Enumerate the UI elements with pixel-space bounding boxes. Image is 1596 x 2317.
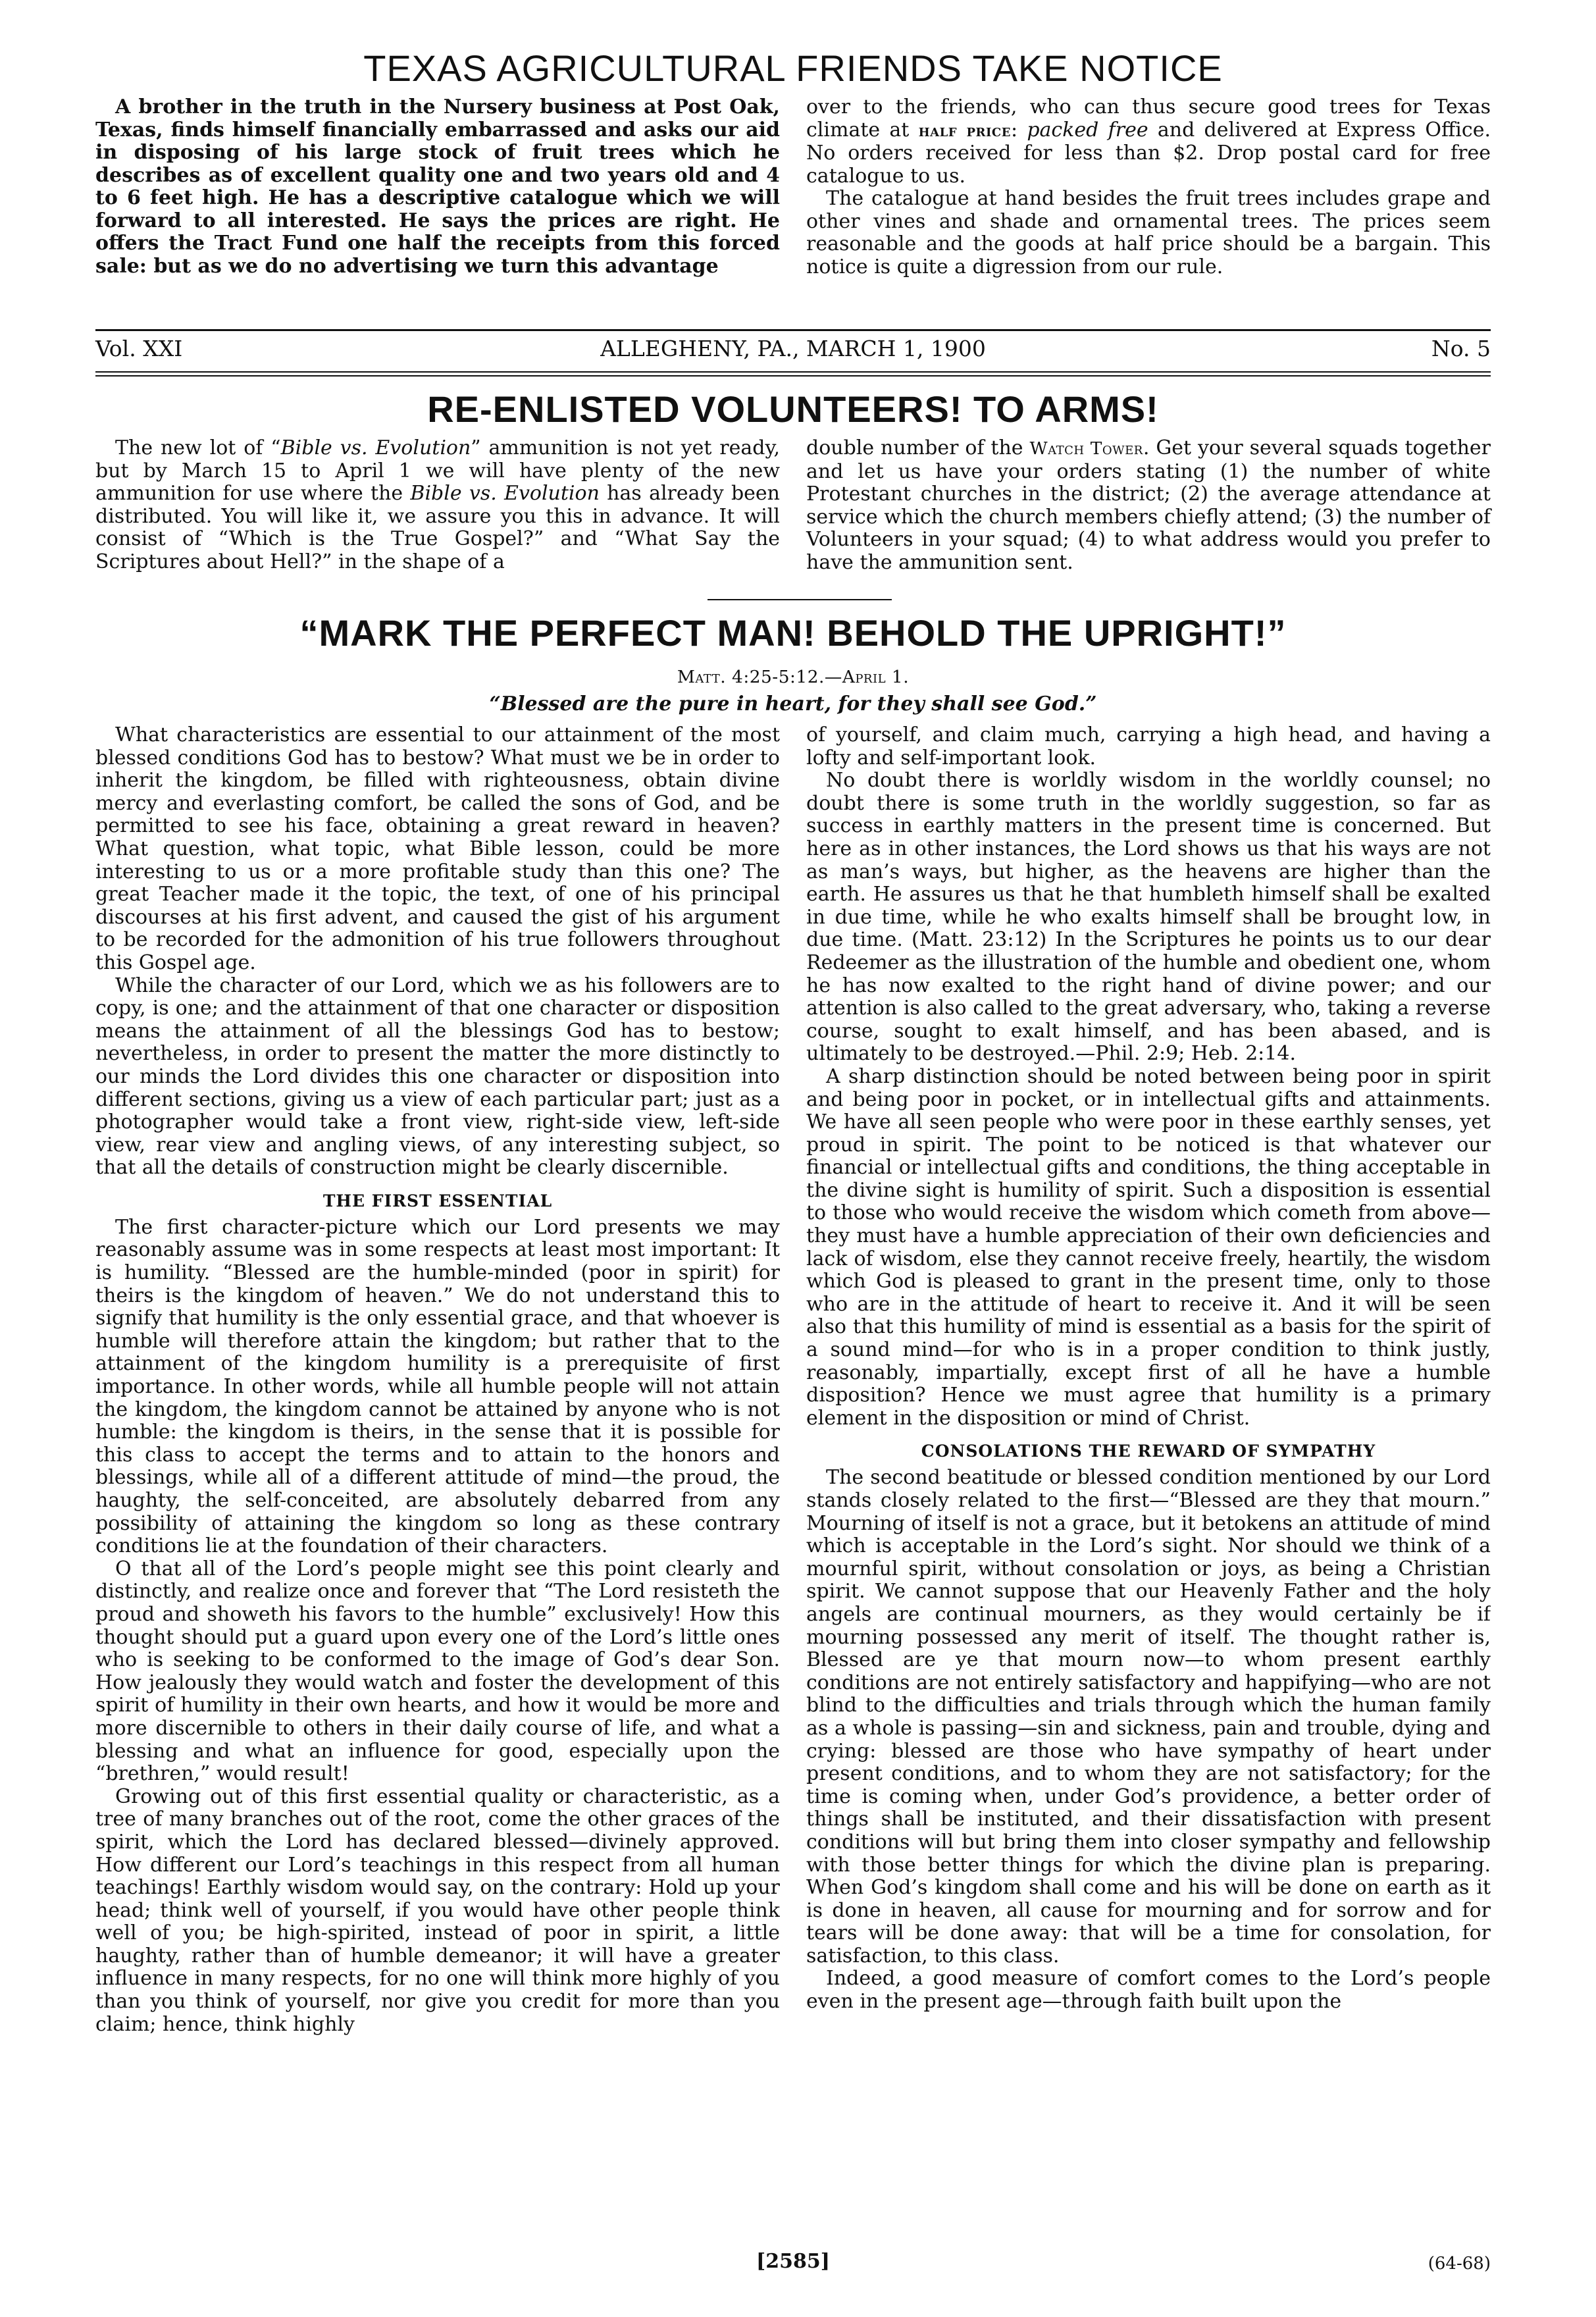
article-body: [95, 724, 1491, 2231]
section-divider: [708, 599, 892, 600]
notice-right-paragraph-1: [806, 96, 1491, 188]
article-right-column: [806, 724, 1491, 2231]
article-paragraph: O that all of the Lord’s people might see this point clearly and distinctly, and realize once and forever that “The Lord resisteth the proud and showeth his favors to the humble” exclusively! How this thought should put a guard upon every one of the Lord’s little ones who is seeking to be conformed to the image of God’s dear Son. How jealously they would watch and foster the development of this spirit of humility in their own hearts, and how it would be more and more discernible to others in their daily course of life, and what a blessing and what an influence for good, especially upon the “brethren,” would result!: [95, 1557, 780, 1786]
masthead-top-rule: [95, 329, 1491, 331]
notice-text-span: and delivered at Express Office. No orders received for less than $2. Drop postal card for free catalogue to us.: [806, 118, 1491, 188]
volunteers-left-paragraph: [95, 437, 780, 573]
volunteers-text-span: has already been distributed. You will like it, we assure you this in advance. It will consist of “Which is the True Gospel?” and “What Say the Scriptures about Hell?” in the shape of a: [95, 482, 780, 573]
article-paragraph: A sharp distinction should be noted between being poor in spirit and being poor in pocket, or in intellectual gifts and attainments. We have all seen people who were poor in these earthly senses, yet proud in spirit. The point to be noticed is that whatever our financial or intellectual gifts and conditions, the thing acceptable in the divine sight is humility of spirit. Such a disposition is essential to those who would receive the wisdom which cometh from above—they must have a humble appreciation of their own deficiencies and lack of wisdom, else they cannot receive freely, heartily, the wisdom which God is pleased to grant in the present time, only to those who are in the attitude of heart to receive it. And it will be seen also that this humility of mind is essential as a basis for the spirit of a sound mind—for who is in a proper condition to think justly, reasonably, impartially, except first of all he have a humble disposition? Hence we must agree that humility is a primary element in the disposition or mind of Christ.: [806, 1064, 1491, 1430]
volunteers-left-column: [95, 437, 780, 574]
packed-free-label: packed free: [1027, 118, 1148, 142]
watch-tower-title: Watch Tower: [1029, 438, 1143, 459]
notice-left-column: [95, 96, 780, 294]
subheading-consolations: CONSOLATIONS THE REWARD OF SYMPATHY: [921, 1442, 1376, 1461]
half-price-label: half price: [918, 120, 1011, 141]
article-paragraph: No doubt there is worldly wisdom in the worldly counsel; no doubt there is some truth in the worldly suggestion, so far as success in earthly matters in the present time is concerned. But here as in other instances, the Lord shows us that his ways are not as man’s ways, but higher, as the heavens are higher than the earth. He assures us that he that humbleth himself shall be exalted in due time, while he who exalts himself shall be brought low, in due time. (Matt. 23:12) In the Scriptures he points us to our dear Redeemer as the illustration of the humble and obedient one, whom he has now exalted to the right hand of divine power; and our attention is also called to the great adversary, who, taking a reverse course, sought to exalt himself, and has been abased, and is ultimately to be destroyed.—Phil. 2:9; Heb. 2:14.: [806, 769, 1491, 1066]
volunteers-right-paragraph: [806, 437, 1491, 574]
volume-label: Vol. XXI: [95, 336, 183, 361]
volunteers-title: RE-ENLISTED VOLUNTEERS! TO ARMS!: [427, 388, 1159, 430]
notice-text-span: over to the friends, who can thus secure good trees for Texas climate at: [806, 95, 1491, 142]
article-paragraph: What characteristics are essential to our attainment of the most blessed conditions God has to bestow? What must we be in order to inherit the kingdom, be filled with righteousness, obtain divine mercy and everlasting comfort, be called the sons of God, and be permitted to see his face, obtaining a great reward in heaven? What question, what topic, what Bible lesson, could be more interesting to us or a more profitable study than this one? The great Teacher made it the topic, the text, of one of his principal discourses at his first advent, and caused the gist of his argument to be recorded for the admonition of his true followers throughout this Gospel age.: [95, 724, 780, 974]
golden-text: “Blessed are the pure in heart, for they shall see God.”: [489, 692, 1097, 716]
article-left-column: [95, 724, 780, 2231]
notice-left-paragraph: A brother in the truth in the Nursery business at Post Oak, Texas, finds himself financially embarrassed and asks our aid in disposing of his large stock of fruit trees which he describes as of excellent quality one and two years old and 4 to 6 feet high. He has a descriptive catalogue which we will forward to all interested. He says the prices are right. He offers the Tract Fund one half the receipts from this forced sale: but as we do no advertising we turn this advantage: [95, 95, 780, 278]
volunteers-text-span: ” ammunition is not yet ready, but by March 15 to April 1 we will have plenty of the new ammunition for use where the: [95, 436, 780, 505]
volunteers-body: [95, 437, 1491, 574]
article-paragraph: The first character-picture which our Lord presents we may reasonably assume was in some respects at least most important: It is humility. “Blessed are the humble-minded (poor in spirit) for theirs is the kingdom of heaven.” We do not understand this to signify that humility is the only essential grace, and that whoever is humble will therefore attain the kingdom; but rather that to the attainment of the kingdom humility is a prerequisite of first importance. In other words, while all humble people will not attain the kingdom, the kingdom cannot be attained by anyone who is not humble: the kingdom is theirs, in the sense that it is possible for this class to accept the terms and to attain to the honors and blessings, while all of a different attitude of mind—the proud, the haughty, the self-conceited, are absolutely debarred from any possibility of attaining the kingdom so long as these contrary conditions lie at the foundation of their characters.: [95, 1215, 780, 1558]
citation-text: Matt. 4:25-5:12.—April 1.: [677, 667, 910, 687]
article-paragraph: While the character of our Lord, which we as his followers are to copy, is one; and the attainment of that one character or disposition means the attainment of all the blessings God has to bestow; nevertheless, in order to present the matter the more distinctly to our minds the Lord divides this one character or disposition into different sections, giving us a view of each particular part; just as a photographer would take a front view, right-side view, left-side view, rear view and angling views, of any interesting subject, so that all the details of construction might be clearly discernible.: [95, 974, 780, 1180]
scripture-citation: [95, 665, 1491, 689]
notice-body: [95, 96, 1491, 294]
volunteers-right-column: [806, 437, 1491, 574]
notice-right-column: [806, 96, 1491, 294]
article-paragraph: Indeed, a good measure of comfort comes to the Lord’s people even in the present age—through faith built upon the: [806, 1967, 1491, 2014]
article-paragraph: of yourself, and claim much, carrying a high head, and having a lofty and self-important look.: [806, 724, 1491, 769]
masthead: [95, 333, 1491, 365]
bible-vs-evolution-title: Bible vs. Evolution: [280, 436, 471, 459]
article-title: “MARK THE PERFECT MAN! BEHOLD THE UPRIGHT!”: [299, 612, 1287, 654]
issue-number: No. 5: [1431, 336, 1491, 361]
volunteers-text-span: The new lot of “: [115, 436, 281, 459]
masthead-bottom-rule-2: [95, 375, 1491, 377]
page-number: [2585]: [756, 2250, 830, 2273]
bible-vs-evolution-title: Bible vs. Evolution: [410, 482, 600, 505]
notice-text-span: :: [1010, 118, 1027, 142]
notice-right-paragraph-2: The catalogue at hand besides the fruit trees includes grape and other vines and shade and ornamental trees. The prices seem reasonable and the goods at half price should be a bargain. This notice is quite a digression from our rule.: [806, 187, 1491, 278]
footer-code: (64-68): [1428, 2254, 1491, 2274]
place-date: ALLEGHENY, PA., MARCH 1, 1900: [600, 336, 986, 361]
volunteers-text-span: . Get your several squads together and let us have your orders stating (1) the number of white Protestant churches in the district; (2) the average attendance at service which the church members chiefly attend; (3) the number of Volunteers in your squad; (4) to what address would you prefer to have the ammunition sent.: [806, 436, 1491, 574]
notice-title: TEXAS AGRICULTURAL FRIENDS TAKE NOTICE: [363, 47, 1223, 89]
volunteers-text-span: double number of the: [806, 436, 1030, 459]
subheading-first-essential: THE FIRST ESSENTIAL: [322, 1191, 553, 1211]
article-paragraph: Growing out of this first essential quality or characteristic, as a tree of many branches out of the root, come the other graces of the spirit, which the Lord has declared blessed—divinely approved. How different our Lord’s teachings in this respect from all human teachings! Earthly wisdom would say, on the contrary: Hold up your head; think well of yourself, if you would have other people think well of you; be high-spirited, instead of poor in spirit, a little haughty, rather than of humble demeanor; it will have a greater influence in many respects, for no one will think more highly of you than you think of yourself, nor give you credit for more than you claim; hence, think highly: [95, 1784, 780, 2036]
masthead-bottom-rule-1: [95, 371, 1491, 373]
article-paragraph: The second beatitude or blessed condition mentioned by our Lord stands closely related to the first—“Blessed are they that mourn.” Mourning of itself is not a grace, but it betokens an attitude of mind which is acceptable in the Lord’s sight. Nor should we think of a mournful spirit, without consolation or joys, as being a Christian spirit. We cannot suppose that our Heavenly Father and the holy angels are continual mourners, as they would certainly be if mourning possessed any merit of itself. The thought rather is, Blessed are ye that mourn now—to whom present earthly conditions are not entirely satisfactory and happifying—who are not blind to the difficulties and trials through which the human family as a whole is passing—sin and sickness, pain and trouble, dying and crying: blessed are those who have sympathy of heart under present conditions, and to whom they are not satisfactory; for the time is coming when, under God’s providence, a better order of things shall be instituted, and their dissatisfaction with present conditions will but bring them into closer sympathy and fellowship with those better things for which the divine plan is preparing. When God’s kingdom shall come and his will be done on earth as it is done in heaven, all cause for mourning and for sorrow and for tears will be done away: that will be a time for consolation, for satisfaction, to this class.: [806, 1466, 1491, 1967]
